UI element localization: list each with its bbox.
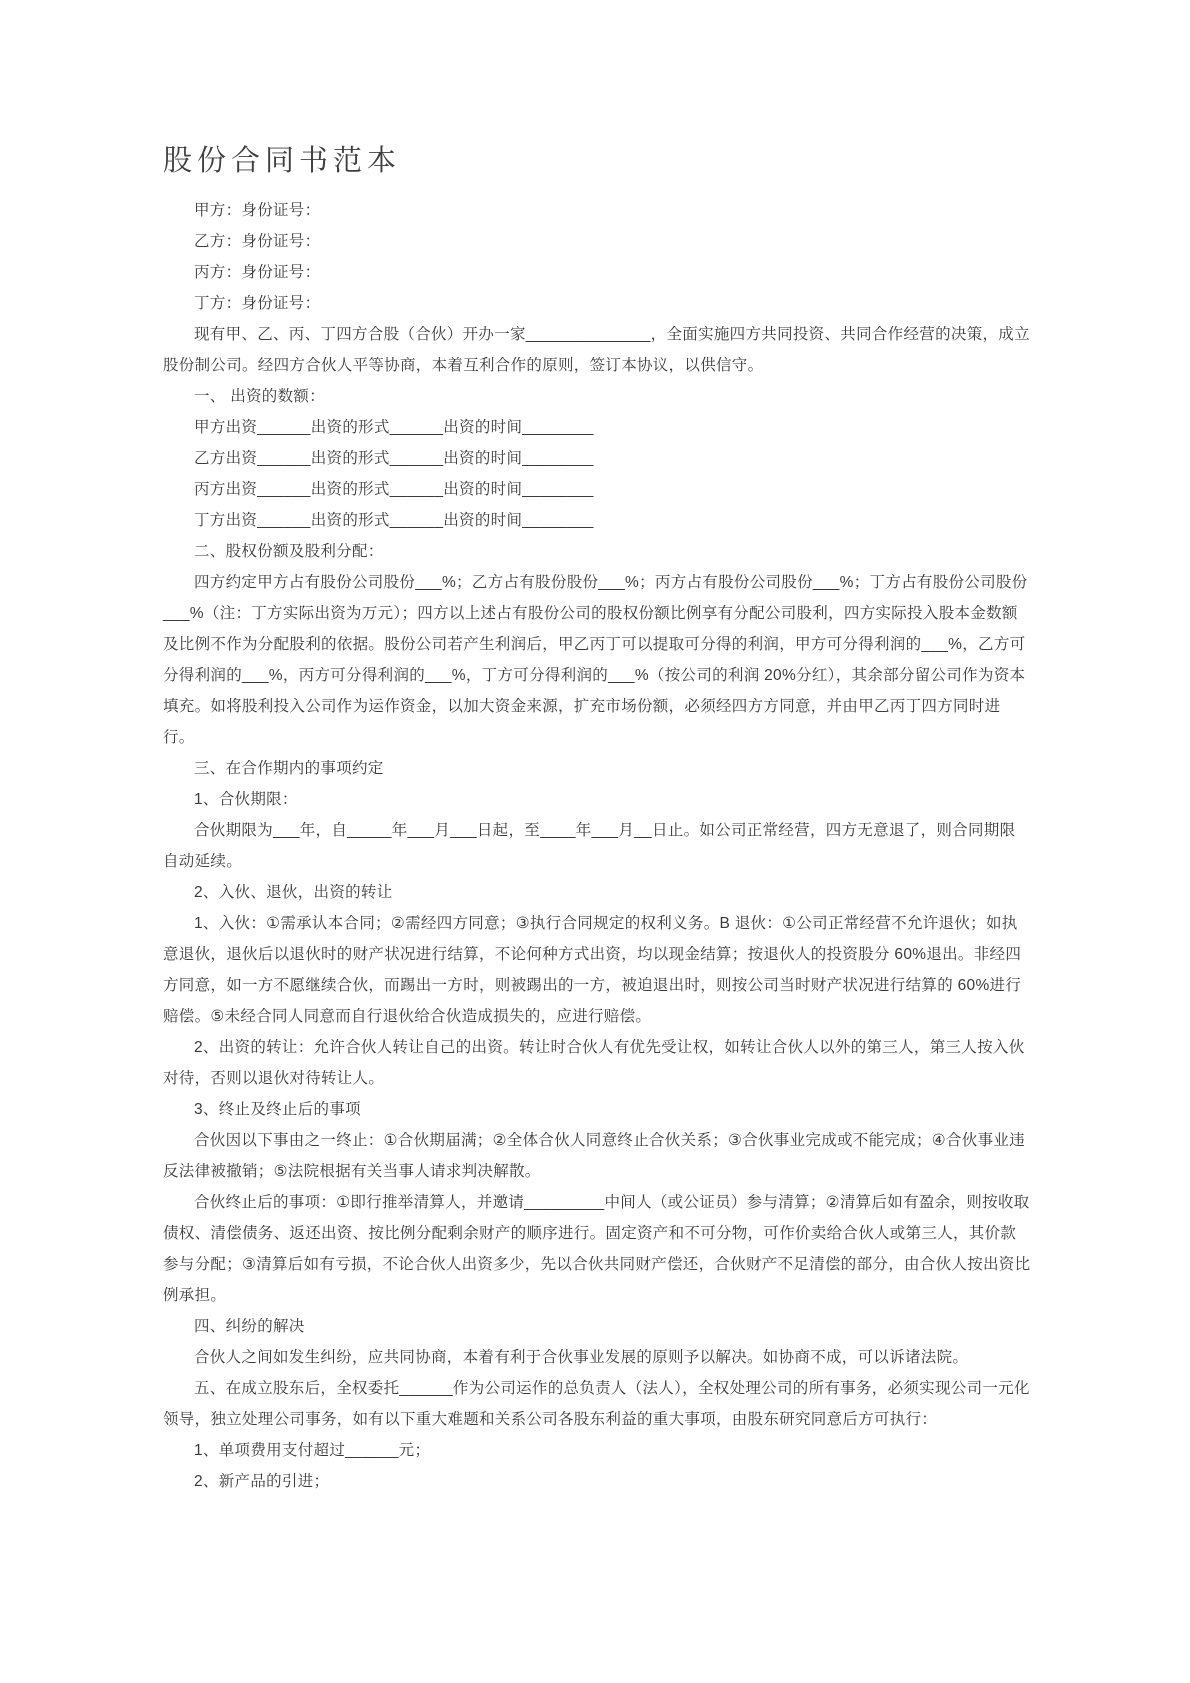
clause-join-withdraw-heading: 2、入伙、退伙，出资的转让 <box>194 883 393 901</box>
contribution-line-a: 甲方出资______出资的形式______出资的时间________ <box>194 418 594 436</box>
contribution-line-b: 乙方出资______出资的形式______出资的时间________ <box>194 449 594 467</box>
contribution-line-d: 丁方出资______出资的形式______出资的时间________ <box>194 511 594 529</box>
party-c-line: 丙方：身份证号： <box>194 263 321 281</box>
document-title: 股份合同书范本 <box>163 145 402 177</box>
major-item-expense-line: 1、单项费用支付超过______元； <box>194 1441 431 1459</box>
section-4-heading: 四、纠纷的解决 <box>194 1317 305 1335</box>
capital-transfer-paragraph: 2、出资的转让：允许合伙人转让自己的出资。转让时合伙人有优先受让权，如转让合伙人以外的第三人，第三人按入伙对待，否则以退伙对待转让人。 <box>163 1038 1025 1087</box>
intro-paragraph: 现有甲、乙、丙、丁四方合股（合伙）开办一家______________，全面实施四方共同投资、共同合作经营的决策，成立股份制公司。经四方合伙人平等协商，本着互利合作的原则，签订本协议，以供信守。 <box>163 325 1030 374</box>
equity-distribution-paragraph: 四方约定甲方占有股份公司股份___%；乙方占有股份股份___%；丙方占有股份公司股份___%；丁方占有股份公司股份___%（注：丁方实际出资为万元）；四方以上述占有股份公司的股权份额比例享有分配公司股利，四方实际投入股本金数额及比例不作为分配股利的依据。股份公司若产生利润后，甲乙丙丁可以提取可分得的利润，甲方可分得利润的___%，乙方可分得利润的___%，丙方可分得利润的___%，丁方可分得利润的___%（按公司的利润 20%分红），其余部分留公司作为资本填充。如将股利投入公司作为运作资金，以加大资金来源，扩充市场份额，必须经四方方同意，并由甲乙丙丁四方同时进行。 <box>163 573 1028 746</box>
dispute-resolution-paragraph: 合伙人之间如发生纠纷，应共同协商，本着有利于合伙事业发展的原则予以解决。如协商不成，可以诉诸法院。 <box>194 1348 969 1366</box>
partnership-term-paragraph: 合伙期限为___年，自_____年___月___日起，至____年___月__日止。如公司正常经营，四方无意退了，则合同期限自动延续。 <box>163 821 1016 870</box>
section-5-paragraph: 五、在成立股东后，全权委托______作为公司运作的总负责人（法人），全权处理公司的所有事务，必须实现公司一元化领导，独立处理公司事务，如有以下重大难题和关系公司各股东利益的重大事项，由股东研究同意后方可执行： <box>163 1379 1030 1428</box>
section-2-heading: 二、股权份额及股利分配： <box>194 542 384 560</box>
section-1-heading: 一、 出资的数额： <box>194 387 326 405</box>
party-b-line: 乙方：身份证号： <box>194 232 321 250</box>
join-withdraw-paragraph: 1、入伙：①需承认本合同；②需经四方同意；③执行合同规定的权利义务。B 退伙：①公司正常经营不允许退伙；如执意退伙，退伙后以退伙时的财产状况进行结算，不论何种方式出资，均以现金结算；按退伙人的投资股分 60%退出。非经四方同意，如一方不愿继续合伙，而踢出一方时，则被踢出的一方，被迫退出时，则按公司当时财产状况进行结算的 60%进行赔偿。⑤未经合同人同意而自行退伙给合伙造成损失的，应进行赔偿。 <box>163 914 1022 1025</box>
party-d-line: 丁方：身份证号： <box>194 294 321 312</box>
clause-termination-heading: 3、终止及终止后的事项 <box>194 1100 361 1118</box>
section-3-heading: 三、在合作期内的事项约定 <box>194 759 384 777</box>
post-termination-paragraph: 合伙终止后的事项：①即行推举清算人，并邀请_________中间人（或公证员）参与清算；②清算后如有盈余，则按收取债权、清偿债务、返还出资、按比例分配剩余财产的顺序进行。固定资产和不可分物，可作价卖给合伙人或第三人，其价款参与分配；③清算后如有亏损，不论合伙人出资多少，先以合伙共同财产偿还，合伙财产不足清偿的部分，由合伙人按出资比例承担。 <box>163 1193 1031 1304</box>
party-a-line: 甲方：身份证号： <box>194 201 321 219</box>
document-page <box>163 144 1031 1497</box>
clause-partnership-term-heading: 1、合伙期限： <box>194 790 298 808</box>
termination-causes-paragraph: 合伙因以下事由之一终止：①合伙期届满；②全体合伙人同意终止合伙关系；③合伙事业完成或不能完成；④合伙事业违反法律被撤销；⑤法院根据有关当事人请求判决解散。 <box>163 1131 1025 1180</box>
major-item-new-product-line: 2、新产品的引进； <box>194 1472 330 1490</box>
contribution-line-c: 丙方出资______出资的形式______出资的时间________ <box>194 480 594 498</box>
